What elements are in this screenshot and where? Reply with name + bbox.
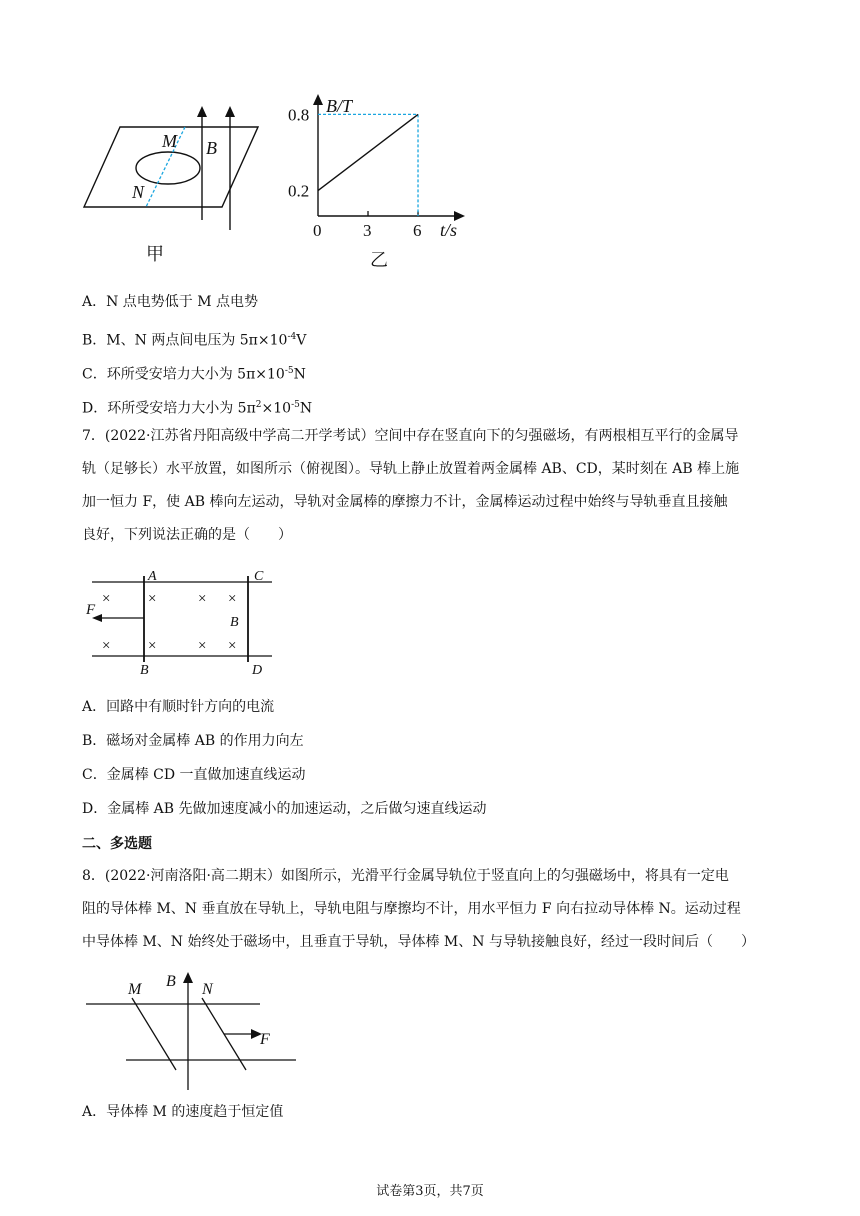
q6-option-a: A．N 点电势低于 M 点电势 <box>82 294 259 310</box>
cross-mark: × <box>102 591 111 607</box>
label-M: M <box>128 981 142 998</box>
q7-line-3: 加一恒力 F，使 AB 棒向左运动，导轨对金属棒的摩擦力不计，金属棒运动过程中始终与导轨垂直且接触 <box>82 494 728 510</box>
q8-figure <box>80 962 310 1092</box>
q7-option-d: D．金属棒 AB 先做加速度减小的加速运动，之后做匀速直线运动 <box>82 801 487 817</box>
cross-mark: × <box>228 638 237 654</box>
q8-line-2: 阻的导体棒 M、N 垂直放在导轨上，导轨电阻与摩擦均不计，用水平恒力 F 向右拉动导体棒 N。运动过程 <box>82 901 741 917</box>
y-tick-label: 0.2 <box>288 181 310 201</box>
label-B: B <box>166 973 176 990</box>
label-B-field: B <box>230 615 239 630</box>
cross-mark: × <box>198 591 207 607</box>
q7-option-a: A．回路中有顺时针方向的电流 <box>82 699 275 715</box>
label-F: F <box>86 602 96 618</box>
q6-option-b <box>82 327 306 351</box>
q7-stem <box>82 420 782 552</box>
q6-option-b-text: B．M、N 两点间电压为 5π×10 <box>82 332 288 349</box>
q8-line-3: 中导体棒 M、N 始终处于磁场中，且垂直于导轨，导体棒 M、N 与导轨接触良好，经过一段时间后（ ） <box>82 934 755 950</box>
label-N: N <box>202 981 213 998</box>
label-N: N <box>132 182 145 202</box>
q6-option-d <box>82 395 312 419</box>
x-tick-label: 6 <box>413 221 422 240</box>
q6-option-d-text: D．环所受安培力大小为 5π <box>82 400 256 417</box>
x-tick-label: 0 <box>313 221 322 240</box>
section-heading: 二、多选题 <box>82 836 152 852</box>
label-B-bottom: B <box>140 663 149 678</box>
q6-option-c <box>82 361 306 385</box>
cross-mark: × <box>228 591 237 607</box>
cross-mark: × <box>148 638 157 654</box>
q8-stem <box>82 860 782 959</box>
x-tick-label: 3 <box>363 221 372 240</box>
y-axis-label: B/T <box>326 96 353 116</box>
q6-option-d-exp2: -5 <box>291 400 300 410</box>
label-A: A <box>148 569 157 584</box>
label-M: M <box>162 131 177 151</box>
caption-yi: 乙 <box>370 250 388 270</box>
label-D: D <box>252 663 263 678</box>
q6-option-b-exp: -4 <box>287 332 297 342</box>
caption-jia: 甲 <box>146 244 164 264</box>
data-line-B-vs-t <box>318 114 418 190</box>
q7-option-b: B．磁场对金属棒 AB 的作用力向左 <box>82 733 304 749</box>
q7-line-4: 良好，下列说法正确的是（ ） <box>82 527 292 543</box>
label-F: F <box>260 1031 270 1048</box>
q8-line-1: 8．(2022·河南洛阳·高二期末）如图所示，光滑平行金属导轨位于竖直向上的匀强磁场中，将具有一定电 <box>82 868 729 884</box>
q6-option-c-exp: -5 <box>284 366 294 376</box>
q7-option-c: C．金属棒 CD 一直做加速直线运动 <box>82 767 306 783</box>
label-B: B <box>206 138 217 158</box>
cross-mark: × <box>102 638 111 654</box>
figure-yi-chart <box>280 92 480 272</box>
cross-mark: × <box>148 591 157 607</box>
q7-line-1: 7．(2022·江苏省丹阳高级中学高二开学考试）空间中存在竖直向下的匀强磁场，有两根相互平行的金属导 <box>82 428 739 444</box>
figure-jia <box>80 100 270 270</box>
cross-mark: × <box>198 638 207 654</box>
q7-figure <box>80 562 280 680</box>
q7-line-2: 轨（足够长）水平放置，如图所示（俯视图）。导轨上静止放置着两金属棒 AB、CD，某时刻在 AB 棒上施 <box>82 461 740 477</box>
y-tick-label: 0.8 <box>288 105 310 125</box>
q6-option-d-exp1: 2 <box>255 400 262 410</box>
label-C: C <box>254 569 264 584</box>
q8-option-a: A．导体棒 M 的速度趋于恒定值 <box>82 1104 284 1120</box>
page-footer: 试卷第3页，共7页 <box>376 1184 484 1199</box>
q6-option-b-unit: V <box>296 332 307 349</box>
q6-option-c-unit: N <box>293 366 306 383</box>
q6-option-d-mid: ×10 <box>261 400 292 417</box>
q6-option-c-text: C．环所受安培力大小为 5π×10 <box>82 366 285 383</box>
x-axis-label: t/s <box>440 220 458 240</box>
q6-option-d-unit: N <box>299 400 313 417</box>
